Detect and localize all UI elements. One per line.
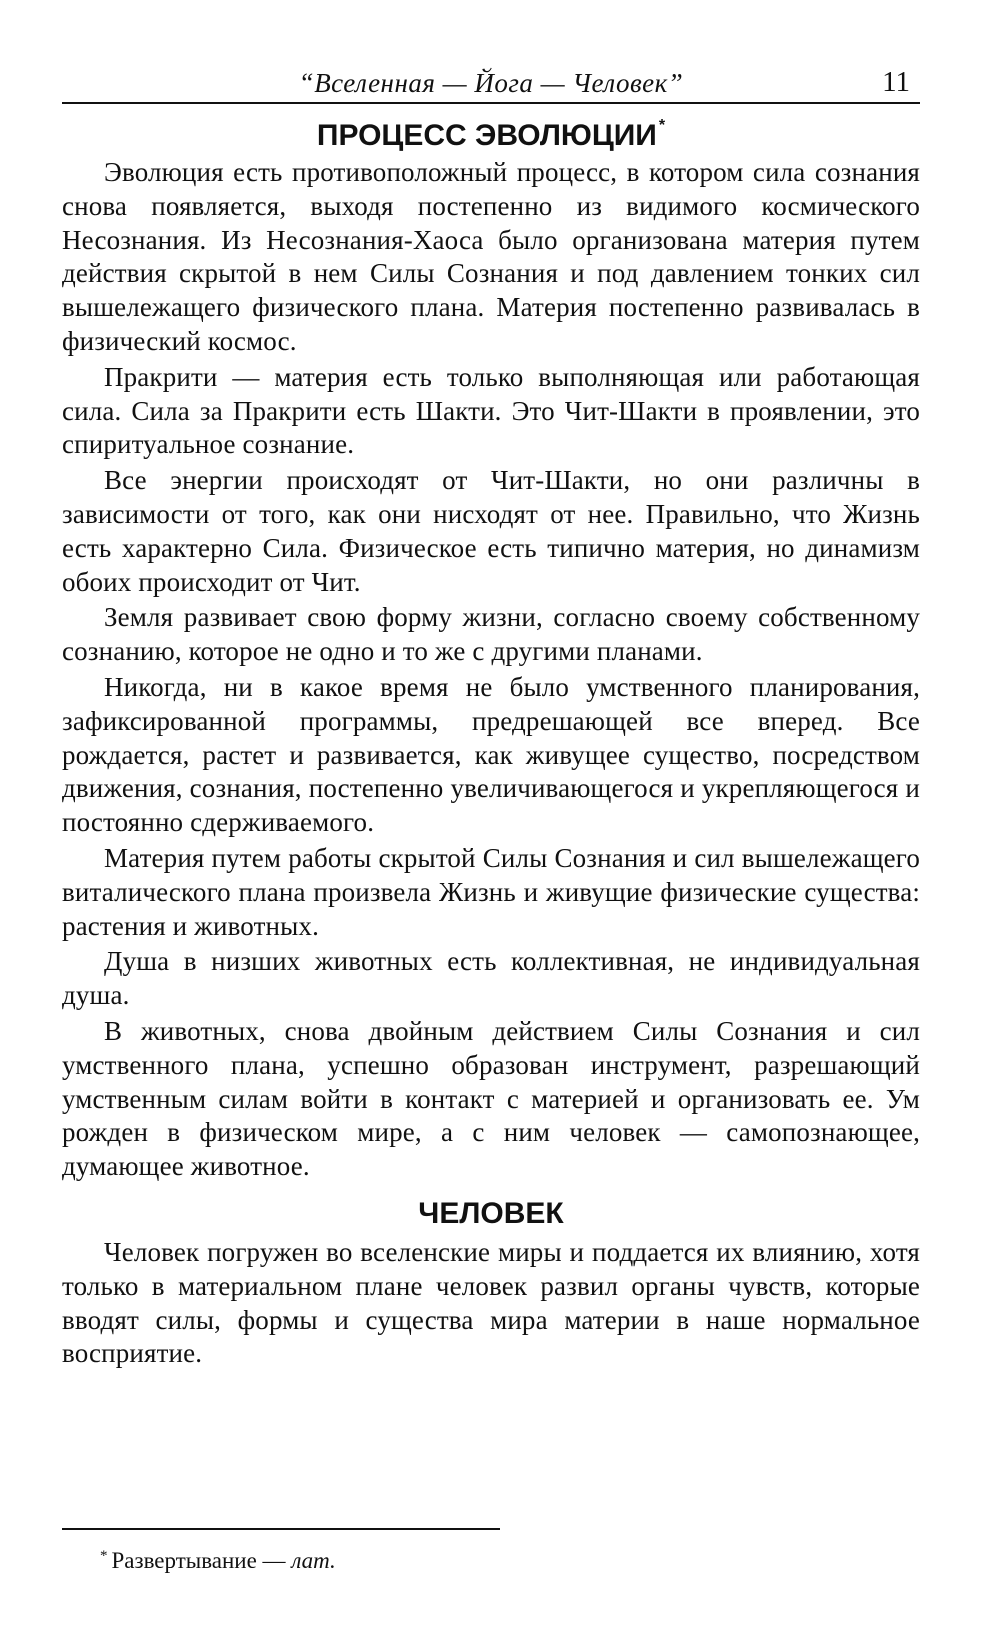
paragraph: Никогда, ни в какое время не было умственного планирования, зафиксированной программы, предрешающей все вперед. Все рождается, растет и развивается, как живущее существо, посредством движения, сознания, постепенно увеличивающегося и укрепляющегося и постоянно сдерживаемого. — [62, 671, 920, 838]
page-number: 11 — [882, 66, 910, 98]
paragraph: Все энергии происходят от Чит-Шакти, но они различны в зависимости от того, как они нисходят от нее. Правильно, что Жизнь есть характерно Сила. Физическое есть типично материя, но динамизм обоих происходит от Чит. — [62, 465, 920, 597]
paragraph: Душа в низших животных есть коллективная, не индивидуальная душа. — [62, 946, 920, 1011]
footnote-text: Развертывание — — [111, 1548, 286, 1573]
running-title: “Вселенная — Йога — Человек” — [298, 68, 684, 98]
section-title-text: ПРОЦЕСС ЭВОЛЮЦИИ — [316, 119, 657, 152]
paragraph: Пракрити — материя есть только выполняющая или работающая сила. Сила за Пракрити есть Шакти. Это Чит-Шакти в проявлении, это спиритуальное сознание. — [62, 361, 920, 460]
paragraph: Материя путем работы скрытой Силы Сознания и сил вышележащего виталического плана произвела Жизнь и живущие физические существа: растения и животных. — [62, 842, 920, 941]
paragraph: Эволюция есть противоположный процесс, в котором сила сознания снова появляется, выходя постепенно из видимого космического Несознания. Из Несознания-Хаоса было организована материя путем действия скрытой в нем Силы Сознания и под давлением тонких сил вышележащего физического плана. Материя постепенно развивалась в физический космос. — [62, 157, 920, 356]
section-body-evolution — [62, 156, 920, 1184]
paragraph: Человек погружен во вселенские миры и поддается их влиянию, хотя только в материальном плане человек развил органы чувств, которые вводят силы, формы и существа мира материи в наше нормальное восприятие. — [62, 1236, 920, 1369]
paragraph: Земля развивает свою форму жизни, согласно своему собственному сознанию, которое не одно и то же с другими планами. — [62, 602, 920, 667]
paragraph: В животных, снова двойным действием Силы Сознания и сил умственного плана, успешно образован инструмент, разрешающий умственным силам войти в контакт с материей и организовать ее. Ум рожден в физическом мире, а с ним человек — самопознающее, думающее животное. — [62, 1015, 920, 1182]
section-body-human — [62, 1236, 920, 1371]
footnote — [100, 1546, 336, 1579]
book-page — [62, 62, 920, 1371]
section-title-evolution — [62, 116, 920, 156]
footnote-marker: * — [100, 1548, 108, 1564]
footnote-divider — [62, 1528, 500, 1530]
footnote-reference: * — [658, 117, 666, 134]
running-header — [62, 62, 920, 104]
footnote-language: лат. — [291, 1548, 336, 1573]
section-title-human: ЧЕЛОВЕК — [418, 1196, 564, 1230]
